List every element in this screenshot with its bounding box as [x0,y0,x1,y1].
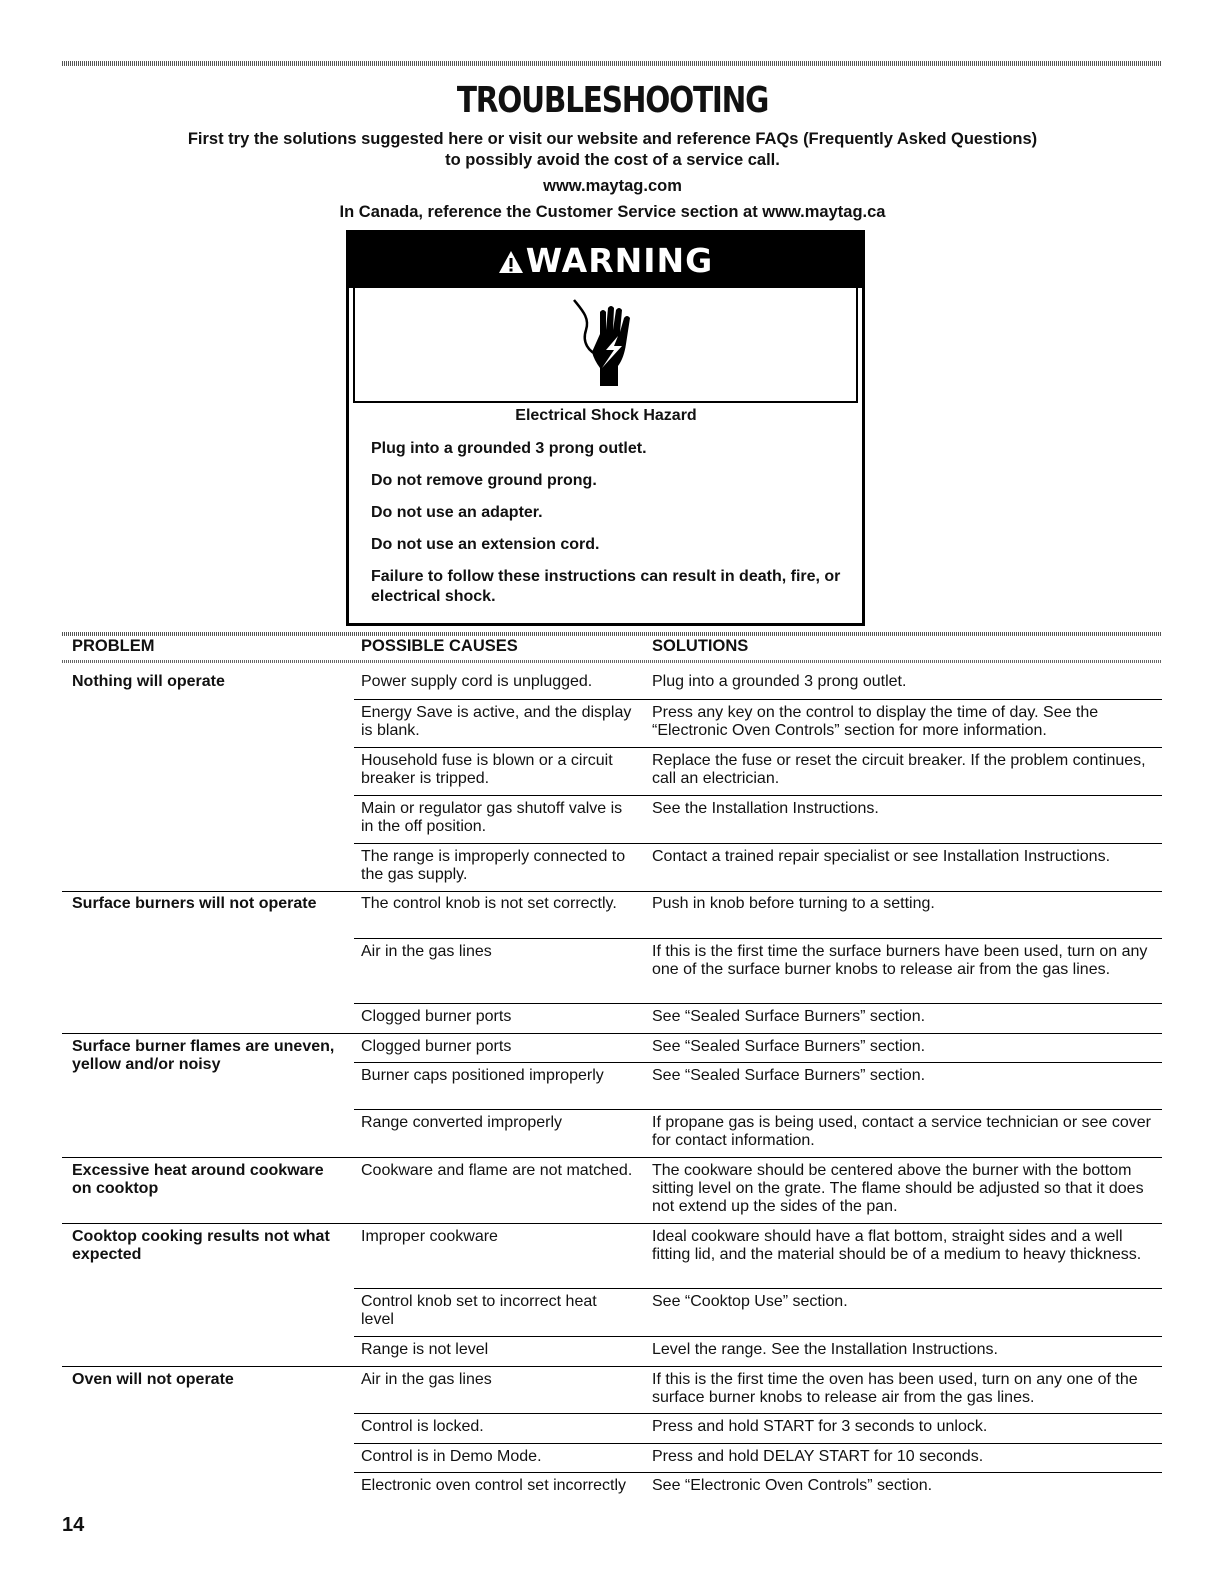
cause-cell: The control knob is not set correctly. [361,895,617,912]
row-divider [354,1109,1162,1110]
cause-cell: Control is in Demo Mode. [361,1448,542,1465]
cause-cell: Range converted improperly [361,1114,562,1131]
cause-cell: Clogged burner ports [361,1038,512,1055]
cause-cell: Control is locked. [361,1418,484,1435]
row-divider [354,843,1162,844]
warning-box [346,230,865,626]
solution-cell: See “Electronic Oven Controls” section. [652,1477,933,1494]
cause-cell: Energy Save is active, and the display is blank. [361,704,632,739]
electric-shock-hand-icon [570,296,640,396]
website-link[interactable]: www.maytag.com [543,177,682,195]
cause-cell: Air in the gas lines [361,943,492,960]
cause-cell: Burner caps positioned improperly [361,1067,604,1084]
solution-cell: Contact a trained repair specialist or see Installation Instructions. [652,848,1111,865]
page-number: 14 [62,1514,85,1536]
solution-cell: The cookware should be centered above the burner with the bottom sitting level on the grate. The flame should be adjusted so that it does not extend up the sides of the pan. [652,1162,1144,1215]
warning-line: Do not remove ground prong. [371,472,597,489]
header-causes: POSSIBLE CAUSES [361,637,518,655]
cause-cell: Household fuse is blown or a circuit breaker is tripped. [361,752,613,787]
problem-cell: Excessive heat around cookware on cooktop [72,1162,324,1197]
group-divider [62,1223,1162,1224]
problem-cell: Nothing will operate [72,673,225,690]
canada-note: In Canada, reference the Customer Service section at www.maytag.ca [339,203,886,221]
row-divider [354,1003,1162,1004]
warning-line: Plug into a grounded 3 prong outlet. [371,440,647,457]
header-problem: PROBLEM [72,637,155,655]
solution-cell: If propane gas is being used, contact a service technician or see cover for contact information. [652,1114,1151,1149]
hazard-icon-area [353,286,858,403]
solution-cell: Press and hold DELAY START for 10 seconds. [652,1448,984,1465]
cause-cell: Clogged burner ports [361,1008,512,1025]
row-divider [354,938,1162,939]
cause-cell: Electronic oven control set incorrectly [361,1477,626,1494]
row-divider [354,1336,1162,1337]
problem-cell: Surface burners will not operate [72,895,317,912]
solution-cell: Ideal cookware should have a flat bottom, straight sides and a well fitting lid, and the material should be of a medium to heavy thickness. [652,1228,1142,1263]
row-divider [354,1472,1162,1473]
intro-line-1: First try the solutions suggested here or visit our website and reference FAQs (Frequently Asked Questions) [187,130,1038,148]
row-divider [354,1413,1162,1414]
row-divider [354,1443,1162,1444]
row-divider [354,795,1162,796]
problem-cell: Surface burner flames are uneven, yellow and/or noisy [72,1038,335,1073]
problem-cell: Oven will not operate [72,1371,234,1388]
hazard-title: Electrical Shock Hazard [515,407,697,424]
solution-cell: If this is the first time the surface burners have been used, turn on any one of the surface burner knobs to release air from the gas lines. [652,943,1148,978]
solution-cell: If this is the first time the oven has been used, turn on any one of the surface burner knobs to release air from the gas lines. [652,1371,1138,1406]
cause-cell: Range is not level [361,1341,489,1358]
intro-line-2: to possibly avoid the cost of a service call. [445,151,780,169]
cause-cell: Improper cookware [361,1228,498,1245]
solution-cell: Plug into a grounded 3 prong outlet. [652,673,907,690]
warning-line: Do not use an extension cord. [371,536,600,553]
solution-cell: See “Sealed Surface Burners” section. [652,1008,926,1025]
header-rule [62,660,1162,663]
solution-cell: See the Installation Instructions. [652,800,879,817]
solution-cell: Press any key on the control to display the time of day. See the “Electronic Oven Controls” section for more information. [652,704,1099,739]
cause-cell: Power supply cord is unplugged. [361,673,593,690]
problem-cell: Cooktop cooking results not what expected [72,1228,330,1263]
warning-line: Failure to follow these instructions can result in death, fire, or electrical shock. [371,568,841,605]
top-rule [62,61,1162,66]
row-divider [354,699,1162,700]
row-divider [354,1062,1162,1063]
solution-cell: See “Sealed Surface Burners” section. [652,1038,926,1055]
cause-cell: Main or regulator gas shutoff valve is in the off position. [361,800,623,835]
cause-cell: Cookware and flame are not matched. [361,1162,633,1179]
solution-cell: See “Cooktop Use” section. [652,1293,848,1310]
group-divider [62,1157,1162,1158]
cause-cell: Control knob set to incorrect heat level [361,1293,597,1328]
group-divider [62,1033,1162,1034]
row-divider [354,747,1162,748]
solution-cell: Press and hold START for 3 seconds to unlock. [652,1418,988,1435]
table-top-rule [62,632,1162,636]
solution-cell: Replace the fuse or reset the circuit breaker. If the problem continues, call an electrician. [652,752,1146,787]
solution-cell: See “Sealed Surface Burners” section. [652,1067,926,1084]
header-solutions: SOLUTIONS [652,637,749,655]
warning-header-text: WARNING [525,241,714,280]
solution-cell: Level the range. See the Installation Instructions. [652,1341,998,1358]
cause-cell: The range is improperly connected to the gas supply. [361,848,626,883]
row-divider [354,1288,1162,1289]
group-divider [62,891,1162,892]
solution-cell: Push in knob before turning to a setting. [652,895,935,912]
warning-line: Do not use an adapter. [371,504,543,521]
group-divider [62,1366,1162,1367]
cause-cell: Air in the gas lines [361,1371,492,1388]
warning-header [349,233,862,288]
warning-triangle-icon [498,235,524,290]
page-title: TROUBLESHOOTING [456,80,769,121]
